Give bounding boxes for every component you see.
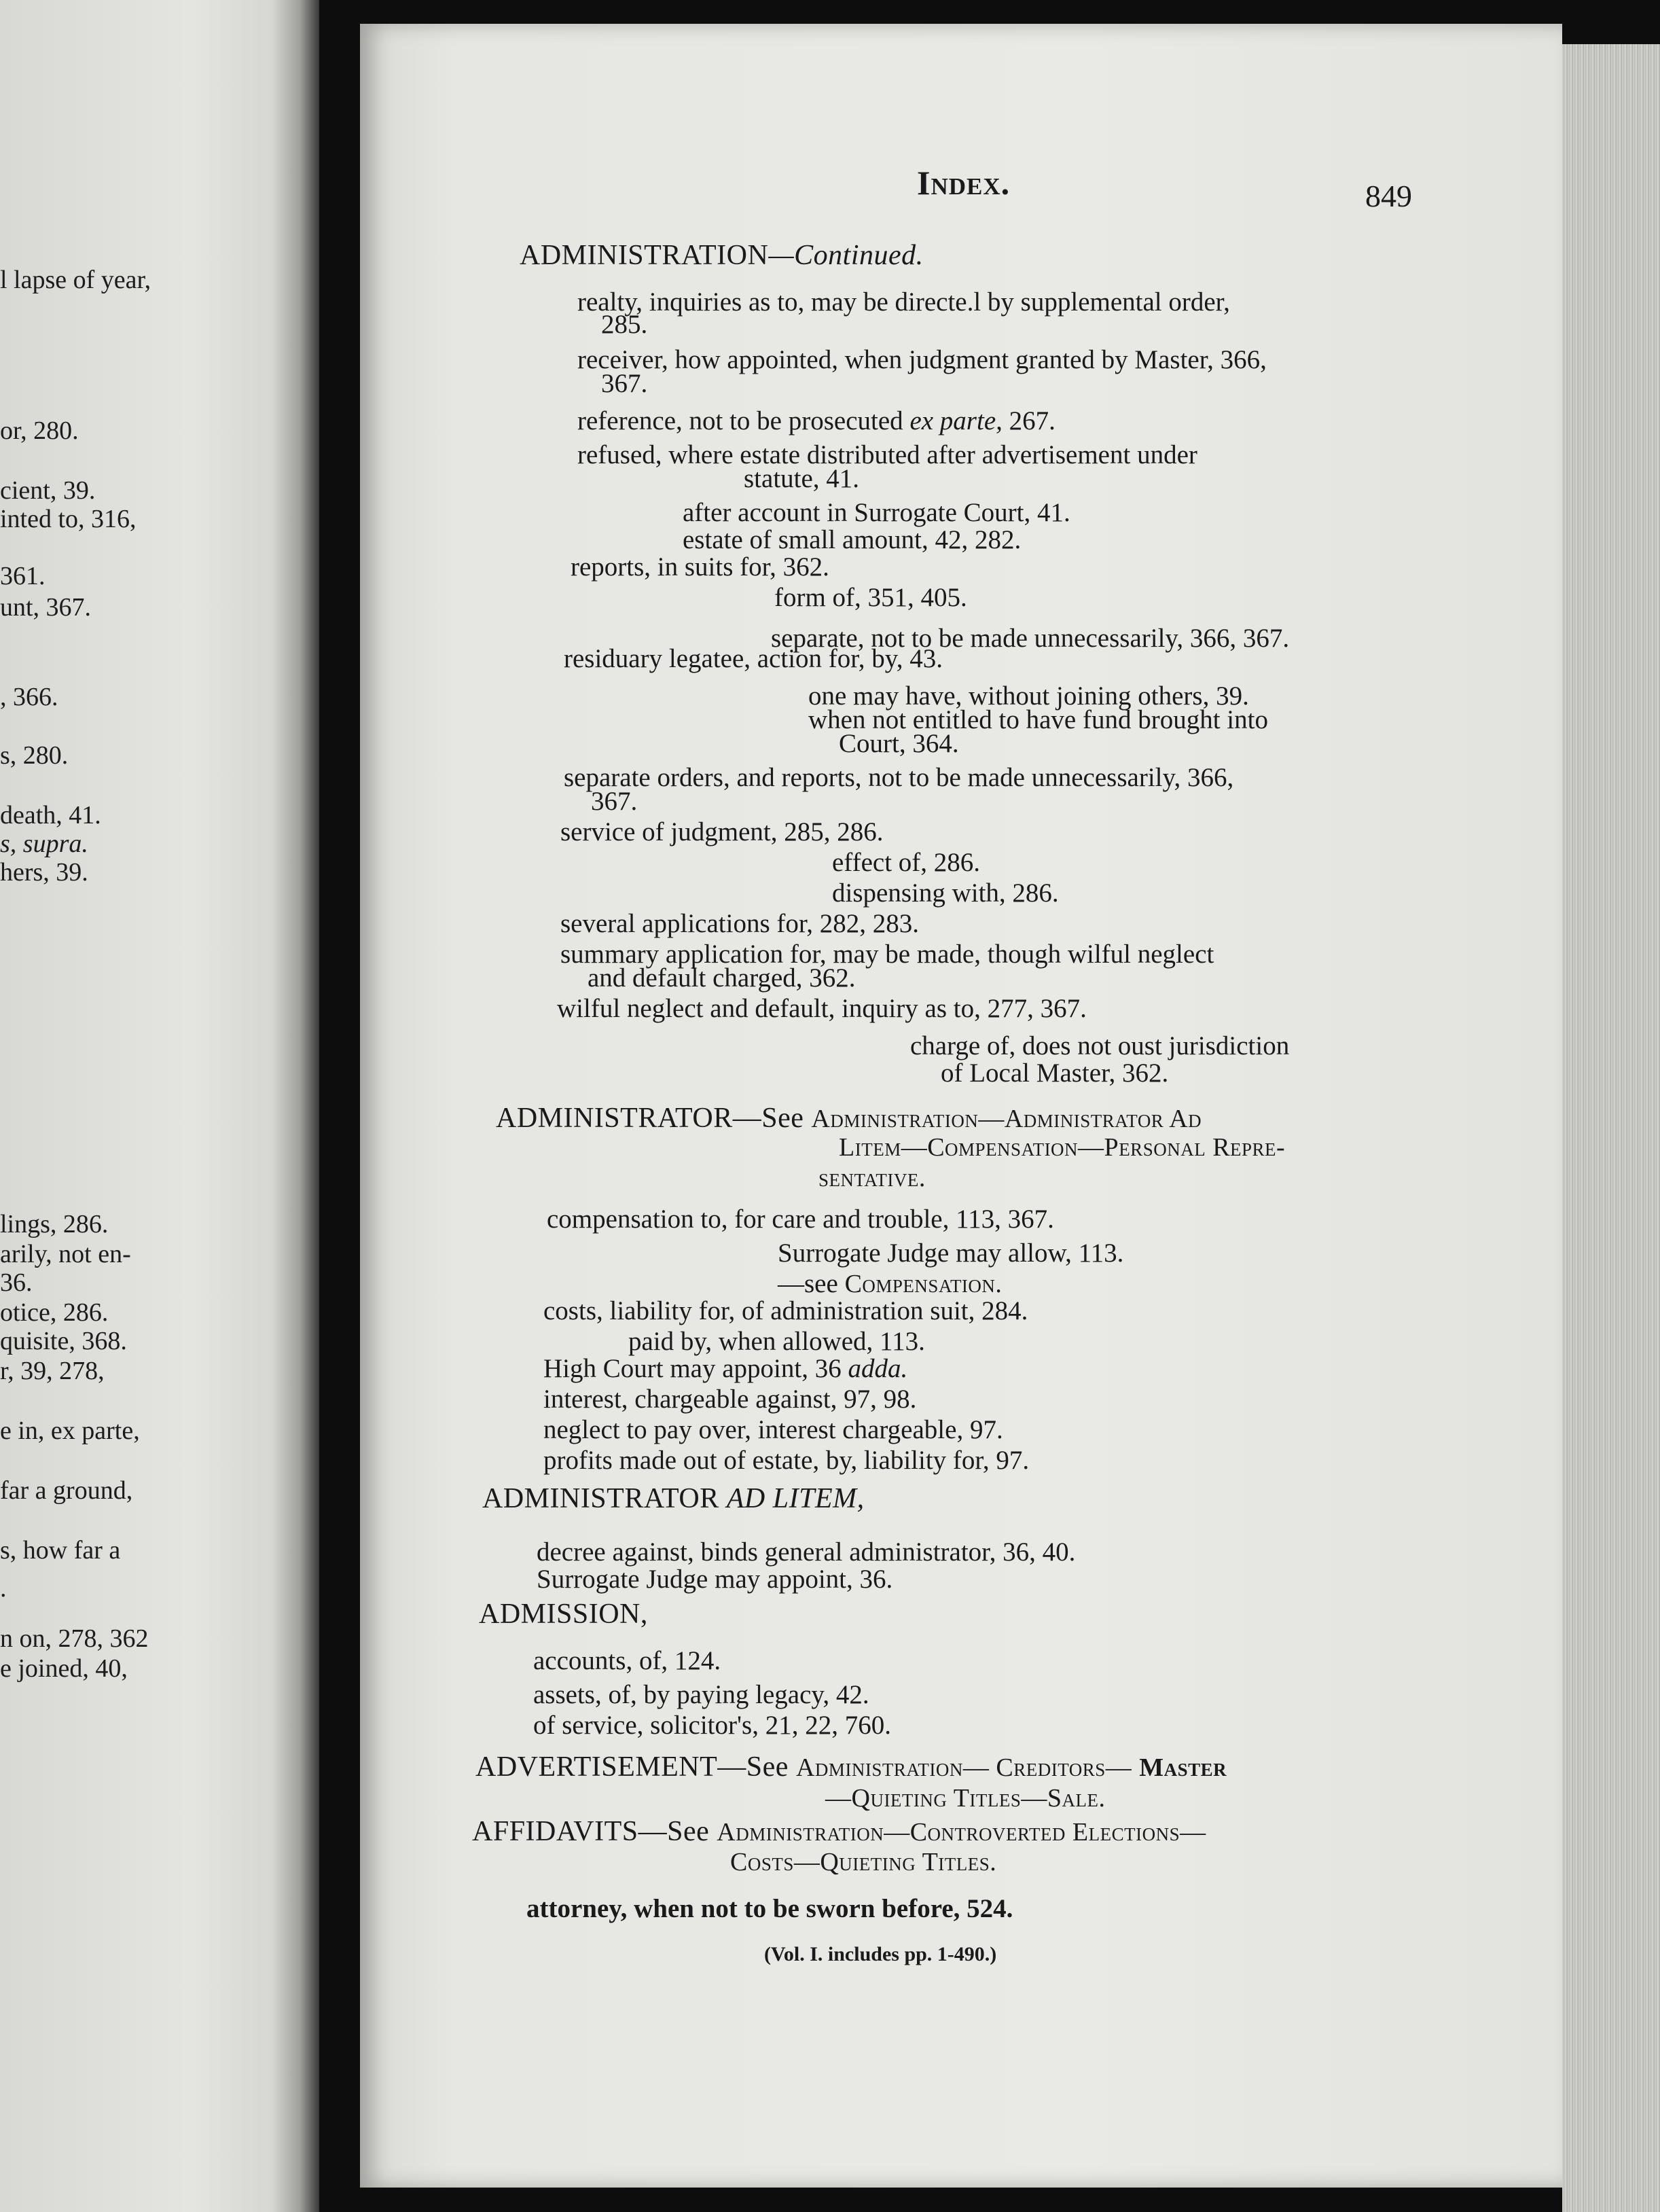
index-entry: realty, inquiries as to, may be directe.l by supplemental order, — [577, 287, 1230, 317]
index-entry: several applications for, 282, 283. — [560, 909, 920, 938]
index-entry: refused, where estate distributed after advertisement under — [577, 440, 1197, 469]
left-page-line: lings, 286. — [0, 1210, 109, 1238]
left-page-line: quisite, 368. — [0, 1327, 127, 1355]
left-page-line: otice, 286. — [0, 1298, 109, 1327]
page-title: Index. — [917, 164, 1011, 202]
left-page-line: unt, 367. — [0, 593, 92, 622]
index-entry: 285. — [601, 310, 648, 339]
index-heading: ADMINISTRATION—Continued. — [520, 240, 924, 271]
index-entry: decree against, binds general administrator, 36, 40. — [537, 1537, 1076, 1567]
index-cross-reference: Costs—Quieting Titles. — [730, 1848, 997, 1876]
left-page-line: s, supra. — [0, 830, 88, 858]
index-cross-reference: sentative. — [818, 1164, 926, 1192]
left-page-line: arily, not en- — [0, 1240, 131, 1268]
index-entry: one may have, without joining others, 39. — [808, 681, 1249, 711]
index-entry: accounts, of, 124. — [533, 1646, 721, 1675]
index-entry: neglect to pay over, interest chargeable, 97. — [543, 1415, 1003, 1444]
index-entry: separate, not to be made unnecessarily, 366, 367. — [771, 624, 1290, 653]
index-entry: form of, 351, 405. — [774, 583, 967, 612]
left-page-line: 36. — [0, 1268, 33, 1297]
index-entry: when not entitled to have fund brought into — [808, 705, 1268, 734]
left-page-line: l lapse of year, — [0, 266, 151, 294]
index-entry: assets, of, by paying legacy, 42. — [533, 1680, 869, 1709]
left-page-line: s, 280. — [0, 741, 69, 770]
index-entry: attorney, when not to be sworn before, 524. — [526, 1894, 1013, 1923]
index-entry: dispensing with, 286. — [832, 878, 1059, 908]
index-entry: separate orders, and reports, not to be made unnecessarily, 366, — [564, 763, 1234, 792]
left-page-line: n on, 278, 362 — [0, 1624, 149, 1653]
index-heading: ADMINISTRATOR AD LITEM, — [482, 1483, 865, 1514]
left-page-line: death, 41. — [0, 801, 101, 830]
index-entry: 367. — [591, 787, 638, 816]
index-entry: estate of small amount, 42, 282. — [683, 525, 1022, 554]
left-page-line: , 366. — [0, 683, 58, 711]
index-entry: paid by, when allowed, 113. — [628, 1327, 925, 1356]
index-entry: effect of, 286. — [832, 848, 981, 877]
left-page-line: cient, 39. — [0, 476, 96, 505]
index-entry: service of judgment, 285, 286. — [560, 817, 884, 846]
left-page-line: r, 39, 278, — [0, 1357, 105, 1385]
index-entry: Surrogate Judge may appoint, 36. — [537, 1565, 893, 1594]
index-entry: and default charged, 362. — [588, 963, 856, 993]
left-page-line: far a ground, — [0, 1476, 133, 1505]
page-gutter-shadow — [272, 0, 319, 2212]
index-entry: Court, 364. — [839, 729, 959, 758]
left-page-line: . — [0, 1574, 7, 1603]
index-heading: ADMISSION, — [479, 1599, 648, 1630]
index-entry: High Court may appoint, 36 adda. — [543, 1354, 908, 1383]
index-heading: AFFIDAVITS—See Administration—Controverted Elections— — [472, 1816, 1206, 1847]
index-entry: profits made out of estate, by, liability for, 97. — [543, 1446, 1030, 1475]
index-entry: 367. — [601, 369, 648, 398]
index-heading: ADVERTISEMENT—See Administration— Creditors— Master — [475, 1751, 1227, 1783]
index-entry: —see Compensation. — [778, 1269, 1003, 1298]
index-entry: after account in Surrogate Court, 41. — [683, 498, 1070, 527]
index-heading: ADMINISTRATOR—See Administration—Administrator Ad — [496, 1103, 1202, 1134]
index-entry: reference, not to be prosecuted ex parte, 267. — [577, 406, 1055, 435]
index-entry: of service, solicitor's, 21, 22, 760. — [533, 1711, 891, 1740]
index-entry: reports, in suits for, 362. — [571, 552, 829, 582]
index-entry: compensation to, for care and trouble, 113, 367. — [547, 1205, 1054, 1234]
index-entry: receiver, how appointed, when judgment granted by Master, 366, — [577, 345, 1267, 374]
left-page-line: or, 280. — [0, 416, 79, 445]
index-entry: costs, liability for, of administration suit, 284. — [543, 1296, 1028, 1325]
left-page-line: e joined, 40, — [0, 1654, 128, 1683]
page-number: 849 — [1365, 179, 1412, 213]
left-page-line: s, how far a — [0, 1536, 121, 1565]
previous-page-fragment — [0, 0, 319, 2212]
index-entry: of Local Master, 362. — [941, 1058, 1169, 1088]
index-entry: Surrogate Judge may allow, 113. — [778, 1238, 1124, 1268]
page-edges — [1562, 44, 1660, 2212]
index-cross-reference: —Quieting Titles—Sale. — [825, 1784, 1106, 1813]
volume-note: (Vol. I. includes pp. 1-490.) — [764, 1943, 997, 1965]
index-entry: wilful neglect and default, inquiry as to, 277, 367. — [557, 994, 1087, 1023]
index-entry: summary application for, may be made, though wilful neglect — [560, 940, 1214, 969]
left-page-line: e in, ex parte, — [0, 1416, 140, 1445]
left-page-line: 361. — [0, 562, 46, 590]
index-cross-reference: Litem—Compensation—Personal Repre- — [839, 1133, 1286, 1162]
index-entry: interest, chargeable against, 97, 98. — [543, 1385, 917, 1414]
index-entry: statute, 41. — [744, 464, 860, 493]
left-page-line: inted to, 316, — [0, 505, 137, 533]
index-entry: residuary legatee, action for, by, 43. — [564, 644, 943, 673]
left-page-line: hers, 39. — [0, 858, 88, 887]
index-entry: charge of, does not oust jurisdiction — [910, 1031, 1290, 1060]
